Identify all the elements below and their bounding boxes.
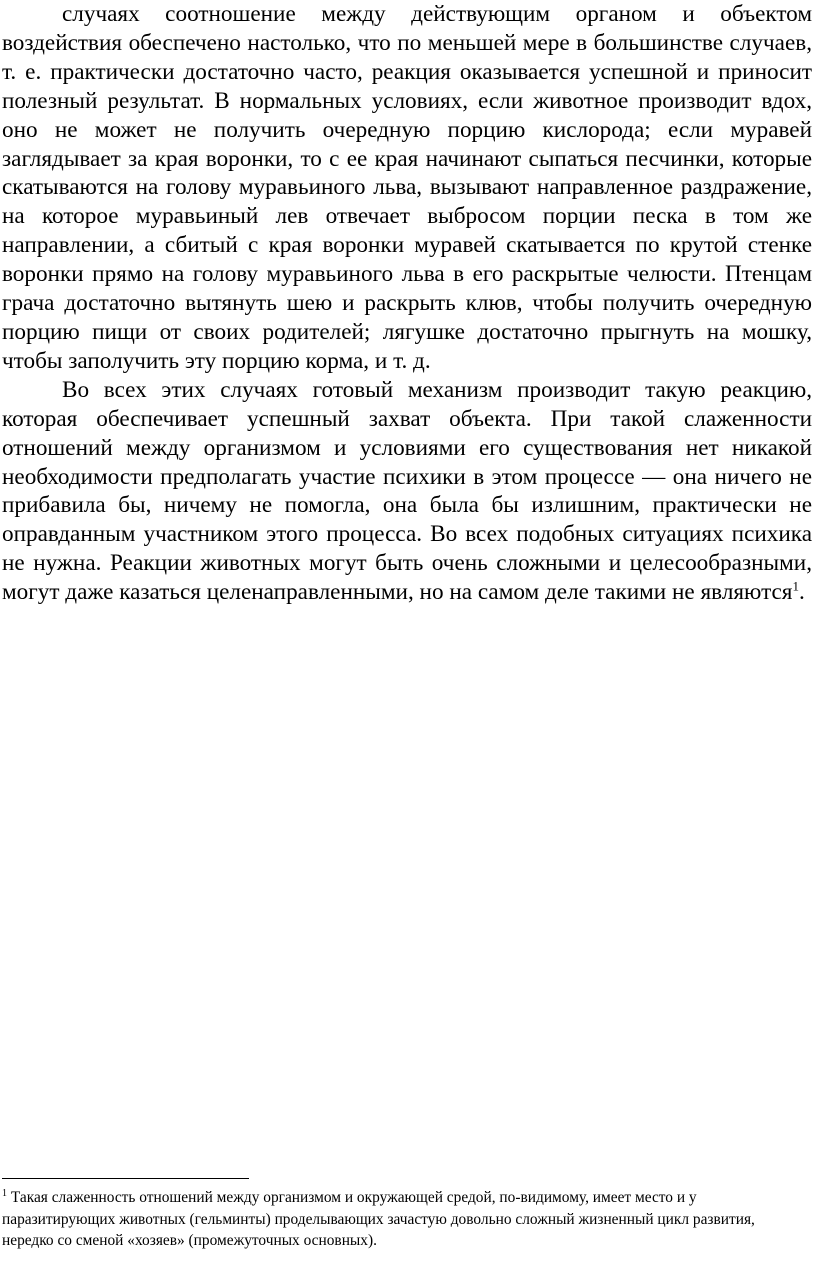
body-text <box>2 0 812 607</box>
paragraph-1: случаях соотношение между действующим органом и объектом воздействия обеспечено настолько, что по меньшей мере в большинстве случаев, т. е. практически достаточно часто, реакция оказывается успешной и приносит полезный результат. В нормальных условиях, если животное производит вдох, оно не может не получить очередную порцию кислорода; если муравей заглядывает за края воронки, то с ее края начинают сыпаться песчинки, которые скатываются на голову муравьиного льва, вызывают направленное раздражение, на которое муравьиный лев отвечает выбросом порции песка в том же направлении, а сбитый с края воронки муравей скатывается по крутой стенке воронки прямо на голову муравьиного льва в его раскрытые челюсти. Птенцам грача достаточно вытянуть шею и раскрыть клюв, чтобы получить очередную порцию пищи от своих родителей; лягушке достаточно прыгнуть на мошку, чтобы заполучить эту порцию корма, и т. д. <box>2 1 812 374</box>
paragraph-2 <box>2 376 812 607</box>
footnote <box>2 1187 810 1252</box>
paragraph-2-text: Во всех этих случаях готовый механизм производит такую реакцию, которая обеспечивает успешный захват объекта. При такой слаженности отношений между организмом и условиями его существования нет никакой необходимости предполагать участие психики в этом процессе — она ничего не прибавила бы, ничему не помогла, она была бы излишним, практически не оправданным участником этого процесса. Во всех подобных ситуациях психика не нужна. Реакции животных могут быть очень сложными и целесообразными, могут даже казаться целенаправленными, но на самом деле такими не являются <box>2 376 812 606</box>
footnote-divider <box>2 1178 249 1179</box>
footnote-mark: 1 <box>2 1187 7 1199</box>
paragraph-2-tail: . <box>798 579 805 606</box>
footnote-reference[interactable]: 1 <box>792 578 799 594</box>
footnote-text: Такая слаженность отношений между организмом и окружающей средой, по-видимому, имеет место и у паразитирующих животных (гельминты) проделывающих зачастую довольно сложный жизненный цикл развития, нередко со сменой «хозяев» (промежуточных основных). <box>2 1189 755 1249</box>
